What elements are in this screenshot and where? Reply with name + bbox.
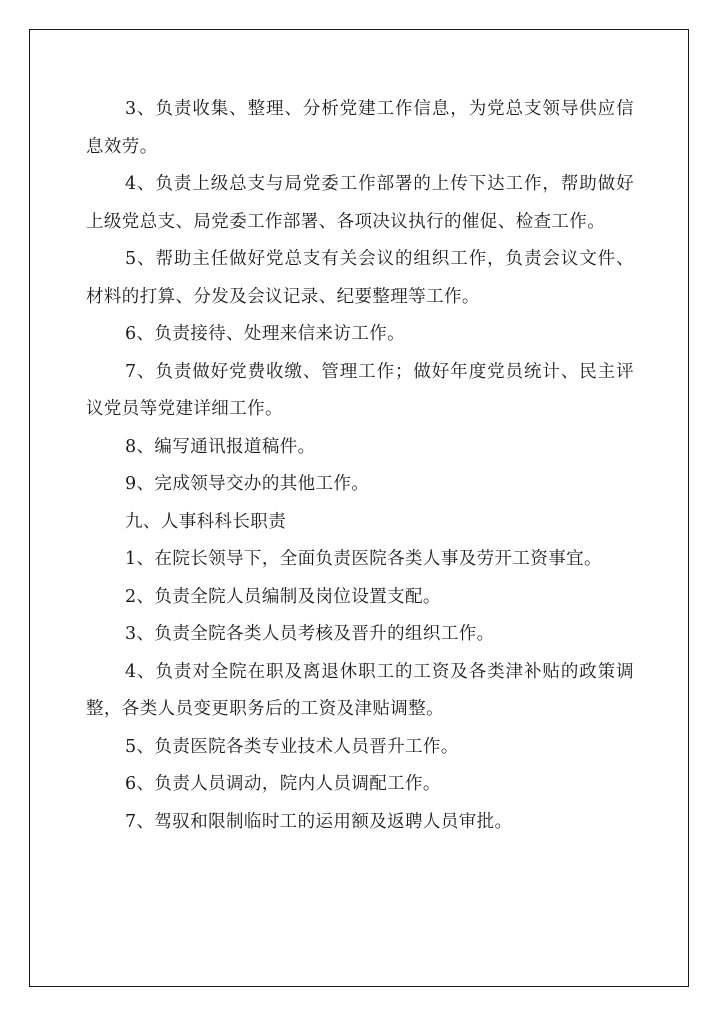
hr-duty-7: 7、驾驭和限制临时工的运用额及返聘人员审批。 bbox=[125, 811, 513, 832]
hr-duty-4: 4、负责对全院在职及离退休职工的工资及各类津补贴的政策调整，各类人员变更职务后的工资及津贴调整。 bbox=[86, 661, 634, 719]
document-body bbox=[86, 91, 634, 841]
paragraph-7: 7、负责做好党费收缴、管理工作；做好年度党员统计、民主评议党员等党建详细工作。 bbox=[86, 361, 634, 419]
hr-duty-3: 3、负责全院各类人员考核及晋升的组织工作。 bbox=[125, 624, 495, 644]
paragraph-5: 5、帮助主任做好党总支有关会议的组织工作，负责会议文件、材料的打算、分发及会议记录、纪要整理等工作。 bbox=[86, 249, 634, 307]
paragraph-4: 4、负责上级总支与局党委工作部署的上传下达工作，帮助做好上级党总支、局党委工作部署、各项决议执行的催促、检查工作。 bbox=[86, 174, 634, 232]
hr-duty-5: 5、负责医院各类专业技术人员晋升工作。 bbox=[125, 736, 459, 757]
paragraph-9: 9、完成领导交办的其他工作。 bbox=[125, 474, 370, 494]
section-heading: 九、人事科科长职责 bbox=[125, 511, 287, 532]
paragraph-6: 6、负责接待、处理来信来访工作。 bbox=[125, 324, 406, 344]
paragraph-8: 8、编写通讯报道稿件。 bbox=[125, 436, 316, 457]
hr-duty-2: 2、负责全院人员编制及岗位设置支配。 bbox=[125, 586, 441, 607]
paragraph-3: 3、负责收集、整理、分析党建工作信息，为党总支领导供应信息效劳。 bbox=[86, 99, 634, 157]
hr-duty-6: 6、负责人员调动，院内人员调配工作。 bbox=[125, 774, 441, 794]
hr-duty-1: 1、在院长领导下，全面负责医院各类人事及劳开工资事宜。 bbox=[125, 549, 602, 569]
